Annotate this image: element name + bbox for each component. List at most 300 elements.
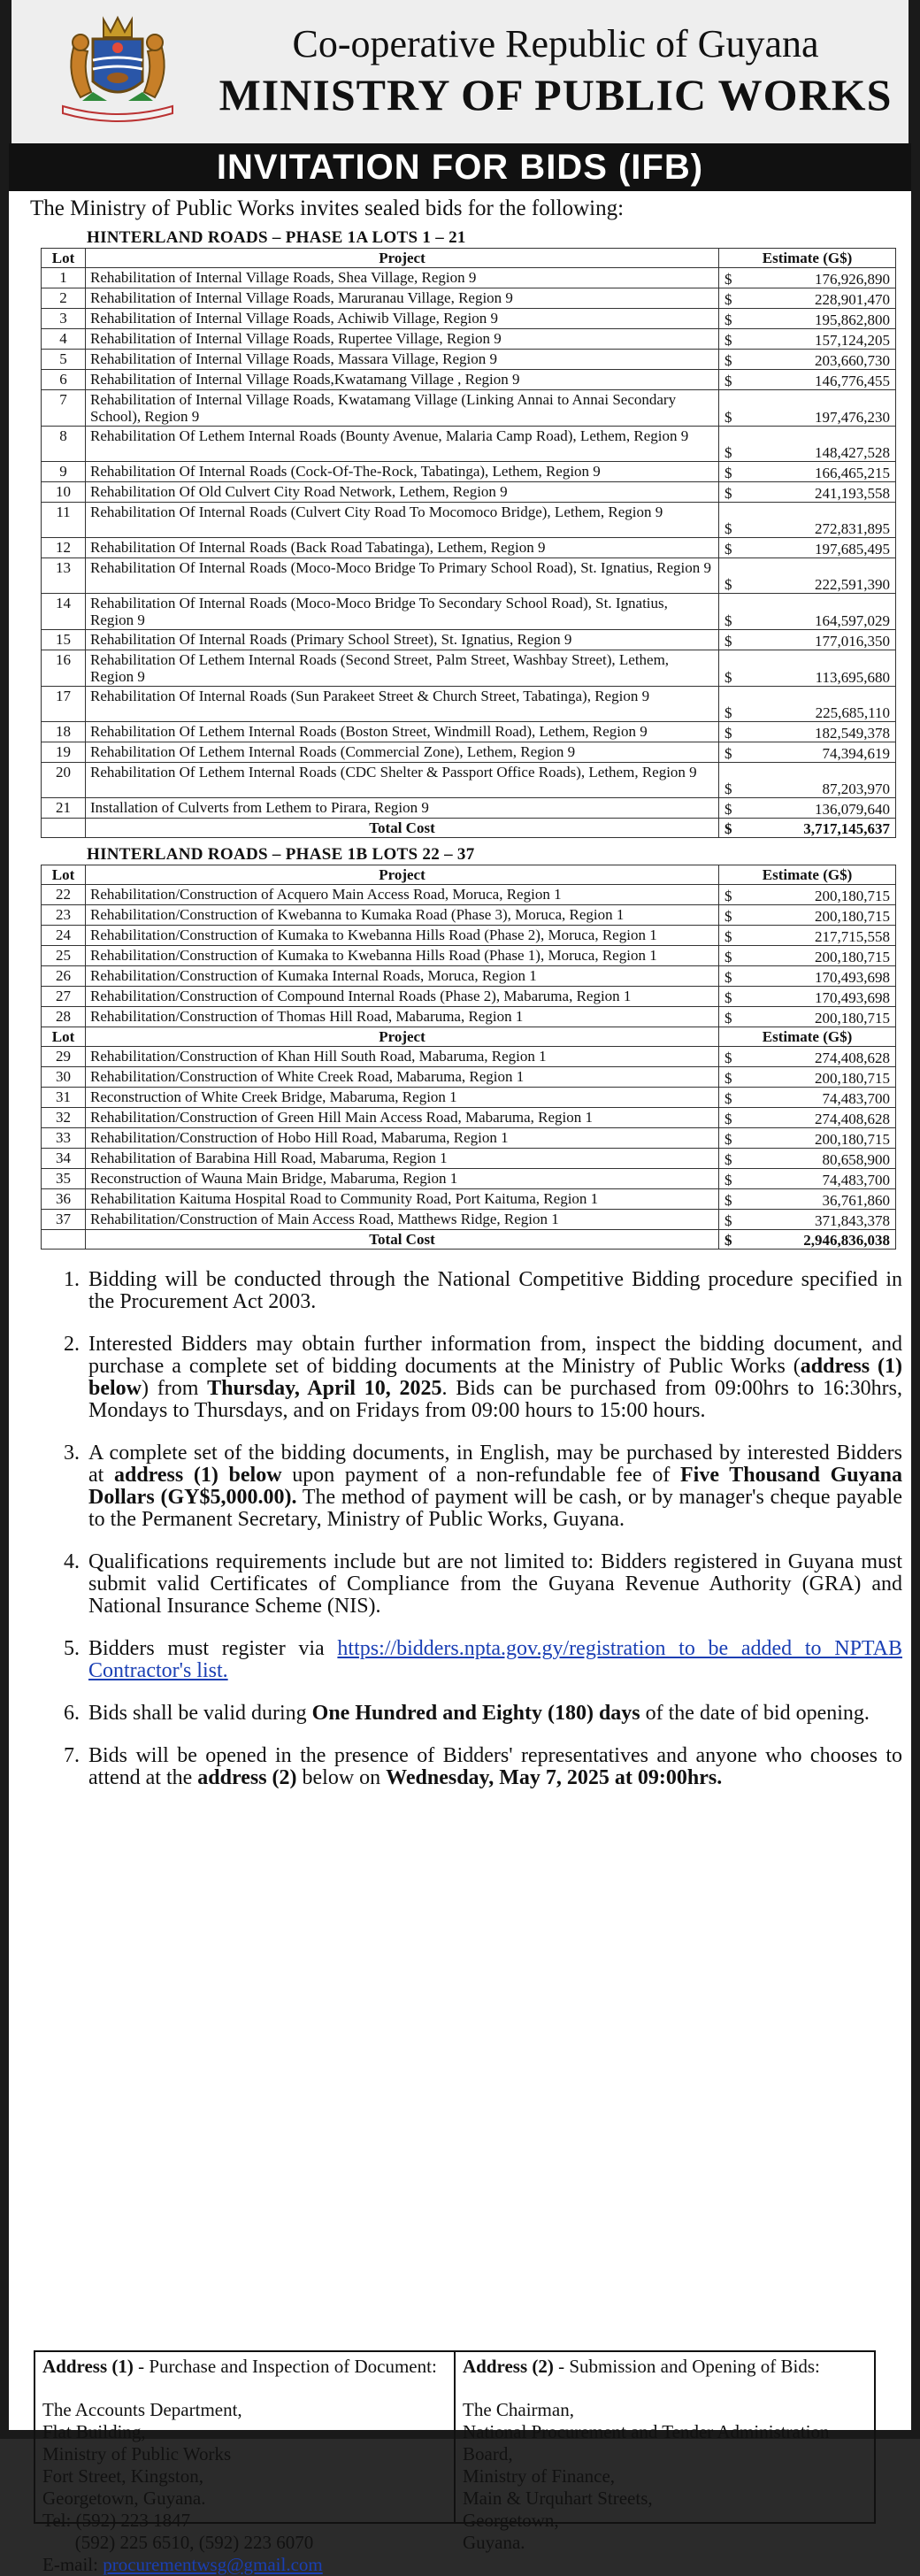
table-header-row-repeat <box>42 1027 896 1047</box>
estimate-amount: 225,685,110 <box>815 704 890 721</box>
estimate-cell <box>719 885 896 905</box>
estimate-amount: 74,483,700 <box>822 1172 890 1188</box>
lot-number: 28 <box>42 1007 86 1027</box>
estimate-amount: 371,843,378 <box>815 1212 890 1229</box>
estimate-amount: 272,831,895 <box>815 520 890 537</box>
address-line: Georgetown, Guyana. <box>42 2488 206 2509</box>
lot-number: 24 <box>42 926 86 946</box>
estimate-amount: 146,776,455 <box>815 373 890 389</box>
lot-number: 12 <box>42 538 86 558</box>
project-name: Rehabilitation Of Internal Roads (Culvert City Road To Mocomoco Bridge), Lethem, Region 9 <box>86 503 719 538</box>
project-name: Rehabilitation/Construction of Kumaka to Kwebanna Hills Road (Phase 1), Moruca, Region 1 <box>86 946 719 966</box>
table-row <box>42 288 896 309</box>
table-row <box>42 1210 896 1230</box>
coat-of-arms-icon <box>47 12 188 127</box>
estimate-amount: 197,476,230 <box>815 409 890 426</box>
project-name: Rehabilitation/Construction of Acquero Main Access Road, Moruca, Region 1 <box>86 885 719 905</box>
estimate-amount: 176,926,890 <box>815 271 890 288</box>
address-2-label: Address (2) <box>463 2356 554 2377</box>
lot-number: 13 <box>42 558 86 594</box>
project-name: Rehabilitation Of Internal Roads (Back Road Tabatinga), Lethem, Region 9 <box>86 538 719 558</box>
table-row <box>42 1088 896 1108</box>
section-a-title: HINTERLAND ROADS – PHASE 1A LOTS 1 – 21 <box>87 228 466 247</box>
address-line: Main & Urquhart Streets, <box>463 2488 653 2509</box>
currency-symbol: $ <box>724 949 732 965</box>
project-name: Rehabilitation Of Old Culvert City Road Network, Lethem, Region 9 <box>86 482 719 503</box>
currency-symbol: $ <box>724 1192 732 1209</box>
currency-symbol: $ <box>724 1090 732 1107</box>
lot-number: 33 <box>42 1128 86 1149</box>
project-name: Reconstruction of Wauna Main Bridge, Mabaruma, Region 1 <box>86 1169 719 1189</box>
project-name: Installation of Culverts from Lethem to Pirara, Region 9 <box>86 798 719 819</box>
project-name: Rehabilitation/Construction of Thomas Hill Road, Mabaruma, Region 1 <box>86 1007 719 1027</box>
lot-number: 7 <box>42 390 86 427</box>
estimate-cell <box>719 1149 896 1169</box>
lot-number: 9 <box>42 462 86 482</box>
estimate-cell <box>719 798 896 819</box>
lot-number: 17 <box>42 687 86 722</box>
lot-header: Lot <box>42 865 86 885</box>
currency-symbol: $ <box>724 444 732 461</box>
project-name: Rehabilitation Of Lethem Internal Roads (CDC Shelter & Passport Office Roads), Lethem, Region 9 <box>86 763 719 798</box>
lot-number: 10 <box>42 482 86 503</box>
estimate-amount: 195,862,800 <box>815 311 890 328</box>
table-row <box>42 482 896 503</box>
condition-text: The method of payment will be cash, or by manager's cheque payable to the Permanent Secretary, Ministry of Public Works, Guyana. <box>88 1486 902 1531</box>
total-currency: $ <box>724 1232 732 1249</box>
estimate-cell <box>719 309 896 329</box>
address-2-purpose: - Submission and Opening of Bids: <box>553 2356 820 2377</box>
currency-symbol: $ <box>724 1131 732 1148</box>
republic-title: Co-operative Republic of Guyana <box>292 22 819 65</box>
table-row <box>42 1007 896 1027</box>
currency-symbol: $ <box>724 1172 732 1188</box>
lot-number: 23 <box>42 905 86 926</box>
address-line: The Chairman, <box>463 2399 574 2420</box>
estimate-cell <box>719 1108 896 1128</box>
project-name: Rehabilitation/Construction of Hobo Hill Road, Mabaruma, Region 1 <box>86 1128 719 1149</box>
phase-1a-rows <box>42 268 896 819</box>
condition-item <box>85 1551 902 1618</box>
estimate-cell <box>719 594 896 630</box>
currency-symbol: $ <box>724 888 732 904</box>
project-name: Rehabilitation Kaituma Hospital Road to Community Road, Port Kaituma, Region 1 <box>86 1189 719 1210</box>
table-row <box>42 966 896 987</box>
project-name: Rehabilitation of Internal Village Roads, Shea Village, Region 9 <box>86 268 719 288</box>
condition-text: Interested Bidders may obtain further information from, inspect the bidding document, and purchase a complete set of bidding documents at the Ministry of Public Works ( <box>88 1333 902 1378</box>
condition-item <box>85 1745 902 1789</box>
table-row <box>42 370 896 390</box>
lot-number: 19 <box>42 742 86 763</box>
currency-symbol: $ <box>724 669 732 686</box>
address-line: Ministry of Finance, <box>463 2465 616 2487</box>
lot-number: 14 <box>42 594 86 630</box>
lot-number: 26 <box>42 966 86 987</box>
phase-1b-table <box>41 865 896 1250</box>
project-name: Rehabilitation of Internal Village Roads, Achiwib Village, Region 9 <box>86 309 719 329</box>
table-header-row <box>42 865 896 885</box>
currency-symbol: $ <box>724 908 732 925</box>
estimate-cell <box>719 350 896 370</box>
lot-number: 37 <box>42 1210 86 1230</box>
estimate-cell <box>719 1007 896 1027</box>
table-row <box>42 650 896 687</box>
lot-number: 15 <box>42 630 86 650</box>
address-line: The Accounts Department, <box>42 2399 242 2420</box>
currency-symbol: $ <box>724 409 732 426</box>
table-row <box>42 1047 896 1067</box>
currency-symbol: $ <box>724 1070 732 1087</box>
estimate-cell <box>719 650 896 687</box>
phase-1a-total-row <box>42 819 896 838</box>
table-row <box>42 1128 896 1149</box>
project-name: Rehabilitation/Construction of White Creek Road, Mabaruma, Region 1 <box>86 1067 719 1088</box>
total-amount: 3,717,145,637 <box>803 820 890 837</box>
lot-number: 20 <box>42 763 86 798</box>
address-line: Flat Building, <box>42 2421 146 2442</box>
estimate-amount: 203,660,730 <box>815 352 890 369</box>
estimate-amount: 197,685,495 <box>815 541 890 557</box>
currency-symbol: $ <box>724 465 732 481</box>
estimate-cell <box>719 987 896 1007</box>
email-line <box>42 2554 447 2576</box>
table-row <box>42 309 896 329</box>
estimate-cell <box>719 926 896 946</box>
currency-symbol: $ <box>724 704 732 721</box>
estimate-cell <box>719 1189 896 1210</box>
estimate-amount: 200,180,715 <box>815 888 890 904</box>
total-estimate <box>719 819 896 838</box>
project-name: Rehabilitation Of Internal Roads (Moco-Moco Bridge To Primary School Road), St. Ignatius, Region 9 <box>86 558 719 594</box>
estimate-amount: 136,079,640 <box>815 801 890 818</box>
estimate-cell <box>719 558 896 594</box>
estimate-cell <box>719 427 896 462</box>
estimate-amount: 164,597,029 <box>815 612 890 629</box>
lot-number: 6 <box>42 370 86 390</box>
table-row <box>42 1108 896 1128</box>
table-row <box>42 722 896 742</box>
lot-header: Lot <box>42 1027 86 1047</box>
total-label: Total Cost <box>86 819 719 838</box>
estimate-cell <box>719 370 896 390</box>
table-row <box>42 538 896 558</box>
estimate-cell <box>719 1067 896 1088</box>
currency-symbol: $ <box>724 928 732 945</box>
project-name: Rehabilitation Of Lethem Internal Roads (Second Street, Palm Street, Washbay Street), Lethem, Region 9 <box>86 650 719 687</box>
project-name: Rehabilitation Of Internal Roads (Cock-Of-The-Rock, Tabatinga), Lethem, Region 9 <box>86 462 719 482</box>
currency-symbol: $ <box>724 291 732 308</box>
ifb-banner: INVITATION FOR BIDS (IFB) <box>9 143 911 191</box>
currency-symbol: $ <box>724 989 732 1006</box>
estimate-cell <box>719 1128 896 1149</box>
estimate-cell <box>719 288 896 309</box>
table-header-row <box>42 249 896 268</box>
estimate-amount: 74,394,619 <box>822 745 890 762</box>
address-box <box>34 2350 876 2575</box>
estimate-amount: 166,465,215 <box>815 465 890 481</box>
estimate-cell <box>719 390 896 427</box>
currency-symbol: $ <box>724 1151 732 1168</box>
currency-symbol: $ <box>724 969 732 986</box>
total-amount: 2,946,836,038 <box>803 1232 890 1249</box>
estimate-amount: 170,493,698 <box>815 969 890 986</box>
bid-conditions-list <box>62 1269 902 1789</box>
table-row <box>42 350 896 370</box>
header <box>9 0 911 143</box>
registration-link[interactable]: https://bidders.npta.gov.gy/registration to be added to NPTAB Contractor's list. <box>88 1637 902 1682</box>
lot-number: 16 <box>42 650 86 687</box>
lot-number: 34 <box>42 1149 86 1169</box>
estimate-cell <box>719 763 896 798</box>
estimate-cell <box>719 905 896 926</box>
lot-number: 2 <box>42 288 86 309</box>
lot-number: 11 <box>42 503 86 538</box>
lot-number: 27 <box>42 987 86 1007</box>
address-1 <box>35 2352 454 2575</box>
condition-emphasis: address (1) below <box>113 1464 282 1487</box>
lot-number: 36 <box>42 1189 86 1210</box>
table-row <box>42 558 896 594</box>
condition-item <box>85 1269 902 1313</box>
project-name: Rehabilitation/Construction of Compound Internal Roads (Phase 2), Mabaruma, Region 1 <box>86 987 719 1007</box>
project-name: Rehabilitation of Barabina Hill Road, Mabaruma, Region 1 <box>86 1149 719 1169</box>
project-header: Project <box>86 1027 719 1047</box>
project-header: Project <box>86 249 719 268</box>
estimate-amount: 222,591,390 <box>815 576 890 593</box>
table-row <box>42 268 896 288</box>
estimate-cell <box>719 1088 896 1108</box>
project-name: Rehabilitation of Internal Village Roads,Kwatamang Village , Region 9 <box>86 370 719 390</box>
condition-emphasis: One Hundred and Eighty (180) days <box>311 1702 640 1725</box>
currency-symbol: $ <box>724 801 732 818</box>
currency-symbol: $ <box>724 1010 732 1027</box>
condition-text: of the date of bid opening. <box>640 1702 870 1725</box>
estimate-amount: 36,761,860 <box>822 1192 890 1209</box>
currency-symbol: $ <box>724 633 732 650</box>
condition-text: Bids will be opened in the presence of Bidders' representatives and anyone who chooses to attend at the <box>88 1744 902 1789</box>
estimate-cell <box>719 503 896 538</box>
condition-item <box>85 1442 902 1531</box>
address-line: Ministry of Public Works <box>42 2443 232 2465</box>
project-name: Rehabilitation/Construction of Kumaka Internal Roads, Moruca, Region 1 <box>86 966 719 987</box>
estimate-cell <box>719 946 896 966</box>
project-name: Rehabilitation Of Lethem Internal Roads (Boston Street, Windmill Road), Lethem, Region 9 <box>86 722 719 742</box>
lot-number: 30 <box>42 1067 86 1088</box>
currency-symbol: $ <box>724 352 732 369</box>
currency-symbol: $ <box>724 520 732 537</box>
estimate-cell <box>719 462 896 482</box>
estimate-amount: 170,493,698 <box>815 989 890 1006</box>
table-row <box>42 987 896 1007</box>
phone-line: Tel: (592) 223 1847 <box>42 2510 191 2531</box>
currency-symbol: $ <box>724 373 732 389</box>
condition-text: A complete set of the bidding documents, in English, may be purchased by interested Bidders at <box>88 1442 902 1487</box>
phase-1a-table <box>41 248 896 838</box>
address-line: Fort Street, Kingston, <box>42 2465 203 2487</box>
currency-symbol: $ <box>724 1111 732 1127</box>
estimate-amount: 80,658,900 <box>822 1151 890 1168</box>
estimate-amount: 157,124,205 <box>815 332 890 349</box>
condition-text: Bidders must register via <box>88 1637 338 1660</box>
condition-text: Bids shall be valid during <box>88 1702 312 1725</box>
lot-number: 22 <box>42 885 86 905</box>
phase-1b-rows <box>42 885 896 1027</box>
address-line: Georgetown, <box>463 2510 559 2531</box>
estimate-cell <box>719 482 896 503</box>
address-line: Guyana. <box>463 2532 525 2553</box>
address-1-title <box>42 2356 447 2378</box>
currency-symbol: $ <box>724 745 732 762</box>
table-row <box>42 329 896 350</box>
estimate-amount: 241,193,558 <box>815 485 890 502</box>
condition-text: below on <box>296 1766 387 1789</box>
table-row <box>42 798 896 819</box>
estimate-amount: 274,408,628 <box>815 1050 890 1066</box>
estimate-amount: 113,695,680 <box>815 669 890 686</box>
address-line: National Procurement and Tender Administration Board, <box>463 2421 830 2465</box>
estimate-cell <box>719 329 896 350</box>
estimate-header: Estimate (G$) <box>719 865 896 885</box>
condition-text: Bidding will be conducted through the National Competitive Bidding procedure specified in the Procurement Act 2003. <box>88 1268 902 1313</box>
table-row <box>42 742 896 763</box>
address-1-label: Address (1) <box>42 2356 134 2377</box>
project-name: Rehabilitation/Construction of Green Hill Main Access Road, Mabaruma, Region 1 <box>86 1108 719 1128</box>
estimate-amount: 74,483,700 <box>822 1090 890 1107</box>
table-row <box>42 1067 896 1088</box>
currency-symbol: $ <box>724 780 732 797</box>
project-name: Rehabilitation/Construction of Khan Hill South Road, Mabaruma, Region 1 <box>86 1047 719 1067</box>
table-row <box>42 905 896 926</box>
project-name: Rehabilitation Of Lethem Internal Roads (Commercial Zone), Lethem, Region 9 <box>86 742 719 763</box>
table-row <box>42 885 896 905</box>
condition-emphasis: Wednesday, May 7, 2025 at 09:00hrs. <box>386 1766 723 1789</box>
condition-item <box>85 1703 902 1725</box>
estimate-cell <box>719 1210 896 1230</box>
project-name: Rehabilitation of Internal Village Roads, Maruranau Village, Region 9 <box>86 288 719 309</box>
currency-symbol: $ <box>724 541 732 557</box>
project-name: Rehabilitation Of Internal Roads (Sun Parakeet Street & Church Street, Tabatinga), Region 9 <box>86 687 719 722</box>
estimate-cell <box>719 268 896 288</box>
estimate-amount: 177,016,350 <box>815 633 890 650</box>
condition-emphasis: address (1) below <box>88 1355 903 1400</box>
table-row <box>42 946 896 966</box>
estimate-cell <box>719 687 896 722</box>
lot-number: 18 <box>42 722 86 742</box>
lot-number: 35 <box>42 1169 86 1189</box>
total-label: Total Cost <box>86 1230 719 1250</box>
estimate-amount: 148,427,528 <box>815 444 890 461</box>
lot-number: 32 <box>42 1108 86 1128</box>
project-header: Project <box>86 865 719 885</box>
phase-1b-rows-continued <box>42 1047 896 1230</box>
table-row <box>42 763 896 798</box>
lot-number: 25 <box>42 946 86 966</box>
currency-symbol: $ <box>724 332 732 349</box>
total-estimate <box>719 1230 896 1250</box>
intro-text: The Ministry of Public Works invites sealed bids for the following: <box>30 196 625 220</box>
estimate-cell <box>719 1047 896 1067</box>
email-label: E-mail: <box>42 2554 104 2575</box>
estimate-header: Estimate (G$) <box>719 249 896 268</box>
estimate-amount: 200,180,715 <box>815 1131 890 1148</box>
lot-number: 8 <box>42 427 86 462</box>
estimate-cell <box>719 1169 896 1189</box>
condition-text: upon payment of a non-refundable fee of <box>281 1464 681 1487</box>
address-2-title <box>463 2356 867 2378</box>
currency-symbol: $ <box>724 1212 732 1229</box>
table-row <box>42 1189 896 1210</box>
table-row <box>42 390 896 427</box>
currency-symbol: $ <box>724 271 732 288</box>
condition-item <box>85 1334 902 1422</box>
estimate-cell <box>719 630 896 650</box>
table-row <box>42 687 896 722</box>
estimate-amount: 228,901,470 <box>815 291 890 308</box>
condition-emphasis: Five Thousand Guyana Dollars (GY$5,000.00). <box>88 1464 902 1509</box>
condition-emphasis: Thursday, April 10, 2025 <box>207 1377 442 1400</box>
project-name: Rehabilitation/Construction of Main Access Road, Matthews Ridge, Region 1 <box>86 1210 719 1230</box>
project-name: Rehabilitation of Internal Village Roads, Rupertee Village, Region 9 <box>86 329 719 350</box>
estimate-amount: 200,180,715 <box>815 1010 890 1027</box>
table-row <box>42 503 896 538</box>
lot-number: 1 <box>42 268 86 288</box>
estimate-amount: 274,408,628 <box>815 1111 890 1127</box>
project-name: Rehabilitation of Internal Village Roads, Kwatamang Village (Linking Annai to Annai Secondary School), Region 9 <box>86 390 719 427</box>
project-name: Rehabilitation Of Lethem Internal Roads (Bounty Avenue, Malaria Camp Road), Lethem, Region 9 <box>86 427 719 462</box>
total-currency: $ <box>724 820 732 837</box>
table-row <box>42 462 896 482</box>
lot-header: Lot <box>42 249 86 268</box>
condition-text: . Bids can be purchased from 09:00hrs to 16:30hrs, Mondays to Thursdays, and on Fridays from 09:00 hours to 15:00 hours. <box>88 1377 902 1422</box>
estimate-amount: 200,180,715 <box>815 949 890 965</box>
notice-body <box>9 191 911 2575</box>
table-row <box>42 926 896 946</box>
project-name: Rehabilitation Of Internal Roads (Moco-Moco Bridge To Secondary School Road), St. Ignatius, Region 9 <box>86 594 719 630</box>
total-blank <box>42 819 86 838</box>
table-row <box>42 630 896 650</box>
estimate-amount: 200,180,715 <box>815 908 890 925</box>
lot-number: 29 <box>42 1047 86 1067</box>
lot-number: 31 <box>42 1088 86 1108</box>
phone-line: (592) 225 6510, (592) 223 6070 <box>42 2532 314 2553</box>
email-link[interactable]: procurementwsg@gmail.com <box>103 2554 323 2575</box>
project-name: Rehabilitation/Construction of Kumaka to Kwebanna Hills Road (Phase 2), Moruca, Region 1 <box>86 926 719 946</box>
address-2 <box>454 2352 874 2553</box>
currency-symbol: $ <box>724 485 732 502</box>
currency-symbol: $ <box>724 576 732 593</box>
ministry-title: MINISTRY OF PUBLIC WORKS <box>218 70 893 119</box>
table-row <box>42 427 896 462</box>
table-row <box>42 1169 896 1189</box>
currency-symbol: $ <box>724 725 732 742</box>
estimate-amount: 87,203,970 <box>822 780 890 797</box>
lot-number: 4 <box>42 329 86 350</box>
estimate-amount: 200,180,715 <box>815 1070 890 1087</box>
condition-text: ) from <box>142 1377 208 1400</box>
estimate-cell <box>719 722 896 742</box>
table-row <box>42 1149 896 1169</box>
estimate-cell <box>719 538 896 558</box>
lot-number: 3 <box>42 309 86 329</box>
estimate-header: Estimate (G$) <box>719 1027 896 1047</box>
phase-1b-total-row <box>42 1230 896 1250</box>
estimate-cell <box>719 966 896 987</box>
estimate-amount: 217,715,558 <box>815 928 890 945</box>
total-blank <box>42 1230 86 1250</box>
table-row <box>42 594 896 630</box>
project-name: Rehabilitation of Internal Village Roads, Massara Village, Region 9 <box>86 350 719 370</box>
estimate-cell <box>719 742 896 763</box>
